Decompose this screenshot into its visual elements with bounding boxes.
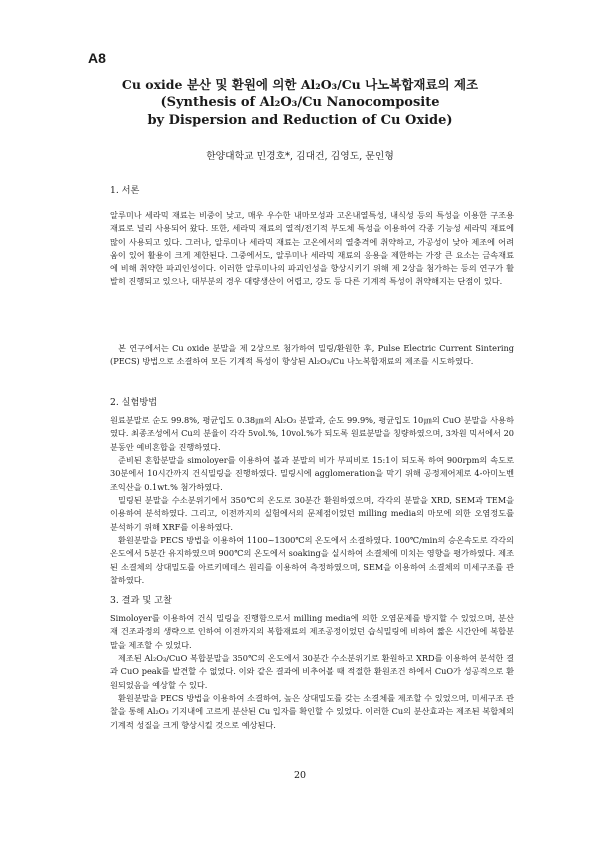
section-heading-methods: 2. 실험방법	[110, 397, 158, 408]
paragraph: 제조된 Al₂O₃/CuO 복합분말을 350℃의 온도에서 30분간 수소분위기로 환원하고 XRD를 이용하여 분석한 결과 CuO peak를 발견할 수 없었다. 이와 같은 결과에 비추어볼 때 적절한 환원조건 하에서 CuO가 성공적으로 환원되었음을 예상할 수 있다.	[110, 653, 514, 690]
page-number: 20	[293, 770, 307, 781]
paragraph: 환원분말을 PECS 방법을 이용하여 소결하여, 높은 상대밀도를 갖는 소결체를 제조할 수 있었으며, 미세구조 관찰을 통해 Al₂O₃ 기지내에 고르게 분산된 Cu 입자를 확인할 수 있었다. 이러한 Cu의 분산효과는 제조된 복합체의 기계적 성질을 크게 향상시킬 것으로 예상된다.	[110, 693, 514, 730]
paragraph: 준비된 혼합분말을 simoloyer를 이용하여 볼과 분말의 비가 부피비로 15:1이 되도록 하여 900rpm의 속도로 30분에서 10시간까지 건식밀링을 진행하였다. 밀링시에 agglomeration을 막기 위해 공정제어제로 4-아미노벤조익산을 0.1wt.% 첨가하였다.	[110, 455, 514, 492]
paragraph: 본 연구에서는 Cu oxide 분말을 제 2상으로 첨가하여 밀링/환원한 후, Pulse Electric Current Sintering (PECS) 방법으로 소결하여 모든 기계적 특성이 향상된 Al₂O₃/Cu 나노복합재료의 제조를 시도하였다.	[110, 343, 514, 367]
paragraph: 환원분말을 PECS 방법을 이용하여 1100~1300℃의 온도에서 소결하였다. 100℃/min의 승온속도로 각각의 온도에서 5분간 유지하였으며 900℃의 온도에서 soaking을 실시하여 소결체에 미치는 영향을 평가하였다. 제조된 소결체의 상대밀도를 아르키메데스 원리를 이용하여 측정하였으며, SEM을 이용하여 소결체의 미세구조를 관찰하였다.	[110, 535, 514, 585]
paragraph: 밀링된 분말을 수소분위기에서 350℃의 온도로 30분간 환원하였으며, 각각의 분말을 XRD, SEM과 TEM을 이용하여 분석하였다. 그리고, 이전까지의 실험에서의 문제점이었던 milling media의 마모에 의한 오염정도를 분석하기 위해 XRF를 이용하였다.	[110, 495, 514, 532]
paragraph: Simoloyer를 이용하여 건식 밀링을 진행함으로서 milling media에 의한 오염문제를 방지할 수 있었으며, 분산재 건조과정의 생략으로 인하여 이전까지의 복합재료의 제조공정이었던 습식밀링에 비하여 짧은 시간안에 복합분말을 제조할 수 있었다.	[110, 613, 514, 650]
title-korean: Cu oxide 분산 및 환원에 의한 Al₂O₃/Cu 나노복합재료의 제조	[121, 77, 479, 92]
section-heading-results: 3. 결과 및 고찰	[110, 595, 172, 606]
paragraph: 알루미나 세라믹 재료는 비중이 낮고, 매우 우수한 내마모성과 고온내열특성, 내식성 등의 특성을 이용한 구조용 재료로 널리 사용되어 왔다. 또한, 세라믹 재료의 열적/전기적 부도체 특성을 이용하여 각종 기능성 세라믹 재료에 많이 사용되고 있다. 그러나, 알루미나 세라믹 재료는 고온에서의 열충격에 취약하고, 가공성이 낮아 제조에 어려움이 있어 활용이 크게 제한된다. 그중에서도, 알루미나 세라믹 재료의 응용을 제한하는 가장 큰 요소는 금속재료에 비해 취약한 파괴인성이다. 이러한 알루미나의 파괴인성을 향상시키기 위해 제 2상을 첨가하는 등의 연구가 활발히 진행되고 있으나, 대부분의 경우 대량생산이 어렵고, 강도 등 다른 기계적 특성이 취약해지는 단점이 있다.	[110, 210, 514, 287]
authors: 한양대학교 민경호*, 김대건, 김영도, 문인형	[206, 151, 394, 162]
title-english-line-2: by Dispersion and Reduction of Cu Oxide)	[147, 113, 453, 128]
section-heading-introduction: 1. 서론	[110, 185, 140, 196]
title-block	[60, 76, 540, 130]
title-english-line-1: (Synthesis of Al₂O₃/Cu Nanocomposite	[160, 95, 440, 110]
paragraph: 원료분말로 순도 99.8%, 평균입도 0.38㎛의 Al₂O₃ 분말과, 순도 99.9%, 평균입도 10㎛의 CuO 분말을 사용하였다. 최종조성에서 Cu의 분율이 각각 5vol.%, 10vol.%가 되도록 원료분말을 칭량하였으며, 3차원 믹서에서 20분동안 예비혼합을 진행하였다.	[110, 415, 514, 452]
page-tag: A8	[88, 50, 106, 66]
